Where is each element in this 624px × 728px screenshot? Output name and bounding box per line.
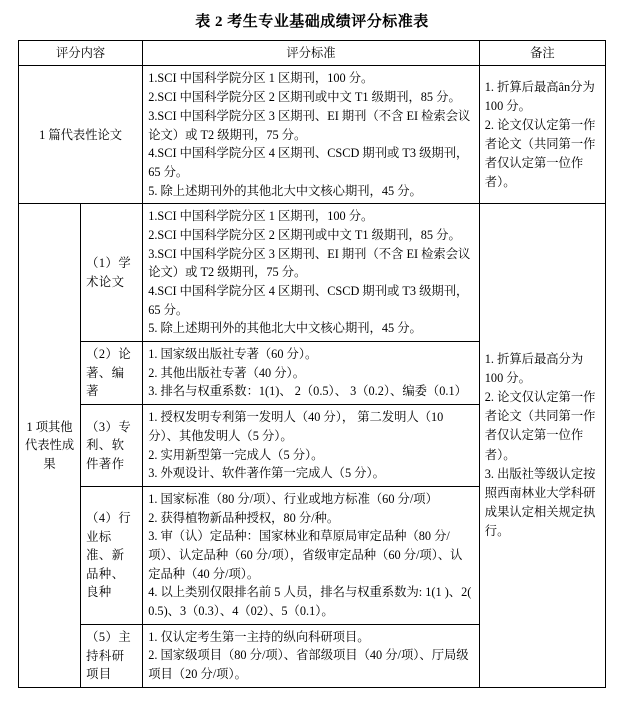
subitem-criteria-2 [143, 342, 480, 405]
table-header-row [19, 41, 606, 66]
subitem-label-2: （2）论著、编著 [81, 342, 143, 405]
criteria-line: 2. 实用新型第一完成人（5 分）。 [148, 447, 324, 462]
criteria-line: 4.SCI 中国科学院分区 4 区期刊、CSCD 期刊或 T3 级期刊，65 分。 [148, 146, 469, 179]
criteria-line: 3.SCI 中国科学院分区 3 区期刊、EI 期刊（不含 EI 检索会议论文）或 T2 级期刊，75 分。 [148, 246, 471, 280]
subitem-label-1: （1）学术论文 [81, 204, 143, 342]
table-row-section2-sub1 [19, 204, 606, 342]
criteria-line: 3. 排名与权重系数：1(1)、 2（0.5）、 3（0.2）、编委（0.1） [148, 384, 467, 399]
subitem-criteria-5 [143, 624, 480, 687]
note-line: 1. 折算后最高ân分为 100 分。 [484, 79, 595, 113]
criteria-line: 1. 国家级出版社专著（60 分）。 [148, 347, 318, 362]
subitem-criteria-3 [143, 405, 480, 487]
criteria-line: 1. 授权发明专利第一发明人（40 分）， 第二发明人（10 分）、其他发明人（5 分）。 [148, 410, 444, 443]
criteria-line: 2.SCI 中国科学院分区 2 区期刊或中文 T1 级期刊，85 分。 [148, 227, 461, 242]
section1-label: 1 篇代表性论文 [19, 66, 143, 204]
criteria-line: 1. 国家标准（80 分/项）、行业或地方标准（60 分/项） [148, 491, 438, 506]
column-header-content: 评分内容 [19, 41, 143, 66]
note-line: 3. 出版社等级认定按照西南林业大学科研成果认定相关规定执行。 [484, 466, 596, 538]
criteria-line: 5. 除上述期刊外的其他北大中文核心期刊，45 分。 [148, 183, 422, 198]
scoring-standards-table [18, 40, 606, 688]
subitem-criteria-4 [143, 486, 480, 624]
column-header-notes: 备注 [479, 41, 605, 66]
table-row-section1 [19, 66, 606, 204]
section2-label: 1 项其他代表性成果 [19, 204, 81, 688]
section1-notes [479, 66, 605, 204]
criteria-line: 3.SCI 中国科学院分区 3 区期刊、EI 期刊（不含 EI 检索会议论文）或 T2 级期刊，75 分。 [148, 108, 471, 142]
criteria-line: 3. 外观设计、软件著作第一完成人（5 分）。 [148, 466, 385, 481]
note-line: 1. 折算后最高分为 100 分。 [484, 352, 584, 386]
criteria-line: 5. 除上述期刊外的其他北大中文核心期刊，45 分。 [148, 321, 422, 336]
criteria-line: 2. 获得植物新品种授权，80 分/种。 [148, 510, 340, 525]
criteria-line: 1.SCI 中国科学院分区 1 区期刊，100 分。 [148, 209, 374, 224]
note-line: 2. 论文仅认定第一作者论文（共同第一作者仅认定第一位作者）。 [484, 390, 596, 462]
section1-criteria [143, 66, 480, 204]
criteria-line: 1.SCI 中国科学院分区 1 区期刊，100 分。 [148, 71, 374, 86]
criteria-line: 3. 审（认）定品种：国家林业和草原局审定品种（80 分/项）、认定品种（60 分/项），省级审定品种（60 分/项）、认定品种（40 分/项）。 [148, 529, 463, 581]
subitem-criteria-1 [143, 204, 480, 342]
criteria-line: 4. 以上类别仅限排名前 5 人员，排名与权重系数为: 1(1 )、2( 0.5)、3（0.3）、4（02）、5（0.1）。 [148, 585, 472, 618]
subitem-label-3: （3）专利、软件著作 [81, 405, 143, 487]
criteria-line: 4.SCI 中国科学院分区 4 区期刊、CSCD 期刊或 T3 级期刊，65 分。 [148, 284, 469, 317]
note-line: 2. 论文仅认定第一作者论文（共同第一作者仅认定第一位作者）。 [484, 117, 596, 189]
column-header-criteria: 评分标准 [143, 41, 480, 66]
subitem-label-4: （4）行业标准、新品种、良种 [81, 486, 143, 624]
criteria-line: 2.SCI 中国科学院分区 2 区期刊或中文 T1 级期刊，85 分。 [148, 90, 461, 105]
page-title: 表 2 考生专业基础成绩评分标准表 [195, 14, 429, 30]
section2-notes [479, 204, 605, 688]
criteria-line: 1. 仅认定考生第一主持的纵向科研项目。 [148, 629, 370, 644]
subitem-label-5: （5）主持科研项目 [81, 624, 143, 687]
criteria-line: 2. 国家级项目（80 分/项）、省部级项目（40 分/项）、厅局级项目（20 分/项）。 [148, 648, 469, 682]
criteria-line: 2. 其他出版社专著（40 分）。 [148, 365, 305, 380]
